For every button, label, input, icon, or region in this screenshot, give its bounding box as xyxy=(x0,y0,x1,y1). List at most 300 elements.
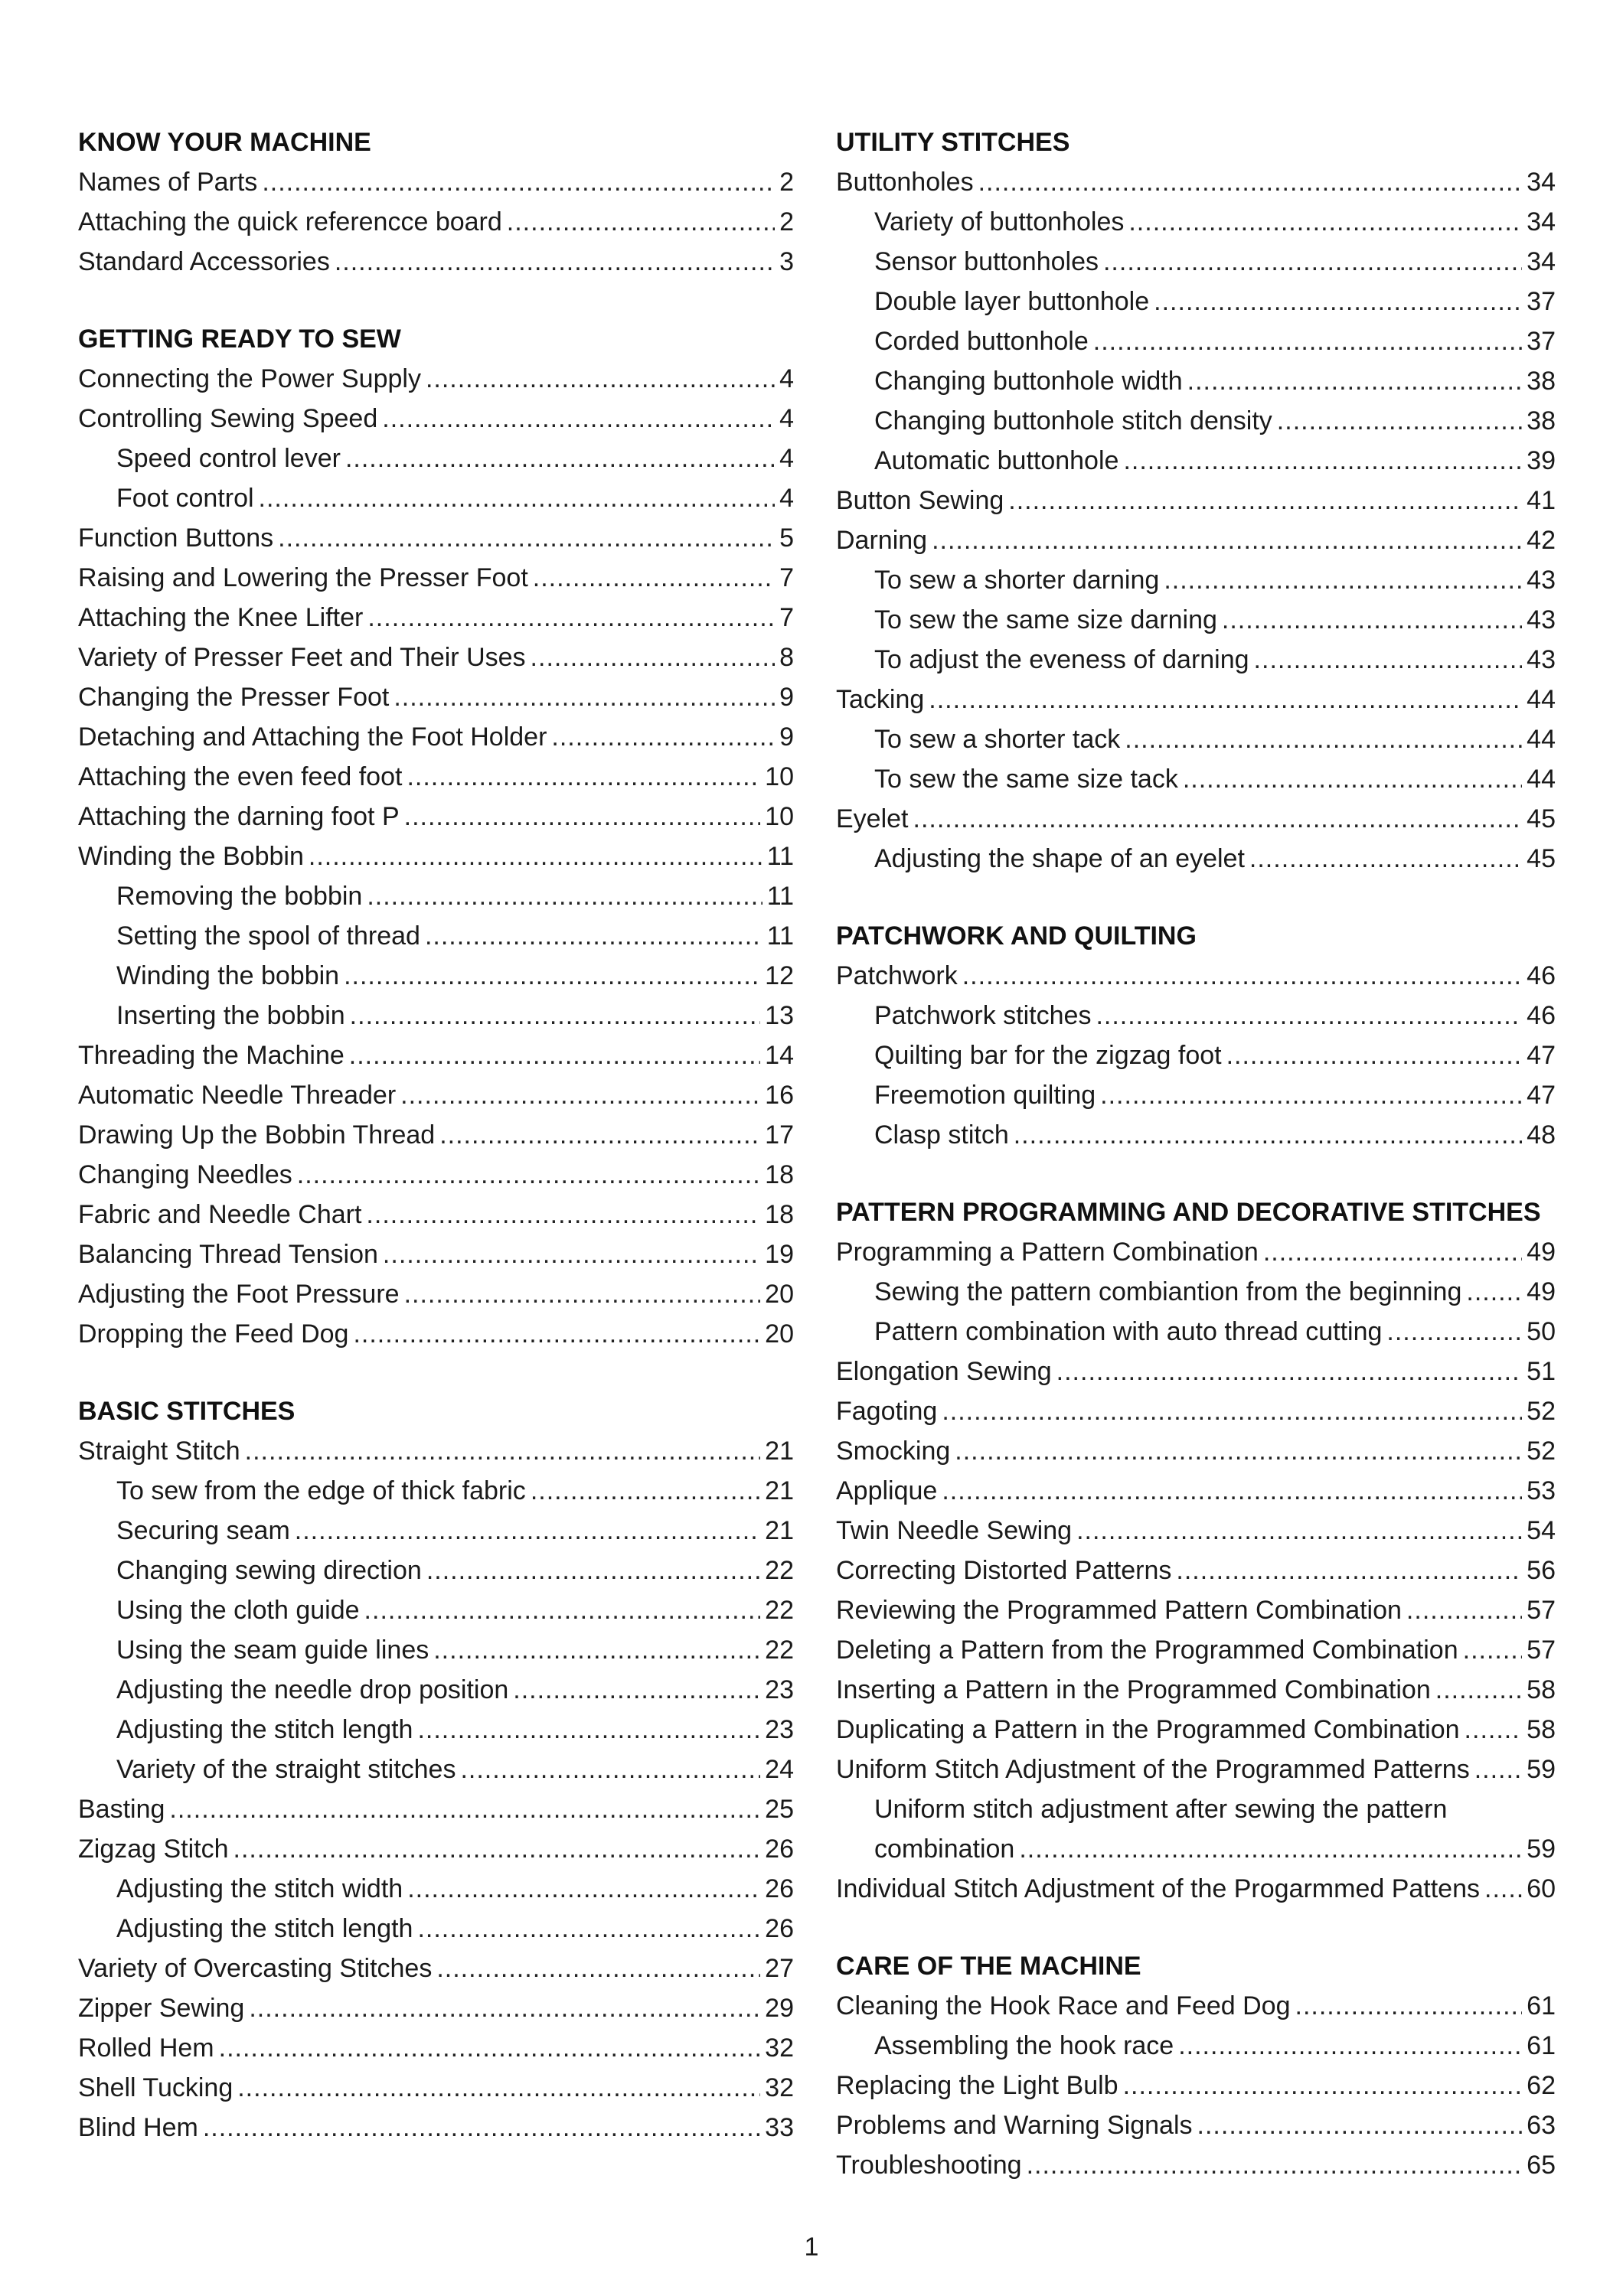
toc-subentry[interactable] xyxy=(78,439,794,478)
dot-leader xyxy=(978,162,1523,202)
dot-leader xyxy=(1277,401,1522,441)
dot-leader xyxy=(1176,1551,1522,1590)
entry-label: Smocking xyxy=(836,1437,951,1466)
toc-entry[interactable] xyxy=(836,2105,1556,2145)
entry-page-number: 58 xyxy=(1527,1715,1556,1744)
entry-page-number: 5 xyxy=(779,523,794,553)
entry-label: Reviewing the Programmed Pattern Combination xyxy=(836,1596,1402,1625)
entry-label: Using the seam guide lines xyxy=(116,1636,429,1665)
dot-leader xyxy=(407,1869,760,1909)
toc-entry[interactable] xyxy=(836,1232,1556,1272)
entry-label: Uniform stitch adjustment after sewing the pattern xyxy=(874,1795,1448,1824)
entry-label: Eyelet xyxy=(836,804,909,833)
dot-leader xyxy=(350,996,761,1035)
dot-leader xyxy=(203,2108,760,2148)
entry-label: Automatic buttonhole xyxy=(874,446,1119,475)
dot-leader xyxy=(1008,481,1522,520)
dot-leader xyxy=(1183,759,1522,799)
entry-page-number: 43 xyxy=(1527,566,1556,595)
toc-subentry[interactable] xyxy=(836,640,1556,680)
dot-leader xyxy=(1386,1312,1522,1352)
entry-page-number: 65 xyxy=(1527,2151,1556,2180)
toc-entry[interactable] xyxy=(836,1869,1556,1909)
dot-leader xyxy=(913,799,1523,839)
dot-leader xyxy=(367,876,762,916)
dot-leader xyxy=(1474,1750,1522,1789)
dot-leader xyxy=(1295,1986,1523,2026)
entry-page-number: 59 xyxy=(1527,1835,1556,1864)
entry-label: Using the cloth guide xyxy=(116,1596,360,1625)
entry-page-number: 38 xyxy=(1527,367,1556,396)
dot-leader xyxy=(1027,2145,1523,2185)
entry-page-number: 47 xyxy=(1527,1041,1556,1070)
dot-leader xyxy=(436,1949,760,1988)
entry-page-number: 10 xyxy=(765,762,794,791)
entry-page-number: 2 xyxy=(779,207,794,236)
toc-section xyxy=(836,1192,1556,1909)
toc-subentry[interactable] xyxy=(836,1272,1556,1312)
entry-label: Zigzag Stitch xyxy=(78,1835,229,1864)
toc-subentry[interactable] xyxy=(78,1710,794,1750)
entry-label: Patchwork stitches xyxy=(874,1001,1092,1030)
entry-label: Troubleshooting xyxy=(836,2151,1022,2180)
dot-leader xyxy=(1019,1829,1522,1869)
toc-subentry[interactable] xyxy=(836,441,1556,481)
entry-label: Buttonholes xyxy=(836,168,974,197)
section-heading: KNOW YOUR MACHINE xyxy=(78,128,371,157)
toc-subentry[interactable] xyxy=(78,1511,794,1551)
toc-section xyxy=(78,1391,794,2148)
toc-subentry[interactable] xyxy=(836,401,1556,441)
dot-leader xyxy=(1154,282,1522,321)
entry-page-number: 18 xyxy=(765,1160,794,1189)
toc-entry[interactable] xyxy=(78,202,794,242)
entry-page-number: 32 xyxy=(765,2073,794,2102)
entry-label: Dropping the Feed Dog xyxy=(78,1319,349,1349)
entry-label: Variety of the straight stitches xyxy=(116,1755,456,1784)
toc-entry[interactable] xyxy=(78,638,794,677)
toc-section xyxy=(836,916,1556,1155)
dot-leader xyxy=(394,677,775,717)
toc-entry[interactable] xyxy=(836,1511,1556,1551)
entry-page-number: 9 xyxy=(779,683,794,712)
entry-page-number: 25 xyxy=(765,1795,794,1824)
toc-subentry[interactable] xyxy=(836,202,1556,242)
dot-leader xyxy=(1164,560,1522,600)
entry-label: Double layer buttonhole xyxy=(874,287,1150,316)
toc-entry[interactable] xyxy=(836,2145,1556,2185)
entry-page-number: 9 xyxy=(779,722,794,752)
toc-entry[interactable] xyxy=(836,1431,1556,1471)
toc-left-column xyxy=(78,122,794,2185)
toc-entry[interactable] xyxy=(78,1155,794,1195)
dot-leader xyxy=(533,558,775,598)
section-heading: PATCHWORK AND QUILTING xyxy=(836,921,1197,951)
toc-entry[interactable] xyxy=(78,1035,794,1075)
entry-page-number: 4 xyxy=(779,364,794,393)
entry-page-number: 8 xyxy=(779,643,794,672)
dot-leader xyxy=(407,757,760,797)
toc-entry[interactable] xyxy=(78,359,794,399)
entry-label: Shell Tucking xyxy=(78,2073,233,2102)
toc-subentry[interactable] xyxy=(836,719,1556,759)
entry-page-number: 42 xyxy=(1527,526,1556,555)
dot-leader xyxy=(460,1750,760,1789)
toc-subentry[interactable] xyxy=(78,916,794,956)
entry-page-number: 44 xyxy=(1527,685,1556,714)
entry-page-number: 60 xyxy=(1527,1874,1556,1903)
entry-label: Variety of buttonholes xyxy=(874,207,1125,236)
entry-label: To sew the same size darning xyxy=(874,605,1217,634)
entry-label: Assembling the hook race xyxy=(874,2031,1174,2060)
dot-leader xyxy=(955,1431,1522,1471)
dot-leader xyxy=(1076,1511,1522,1551)
toc-entry[interactable] xyxy=(836,1391,1556,1431)
toc-subentry[interactable] xyxy=(78,1750,794,1789)
toc-entry[interactable] xyxy=(836,1352,1556,1391)
dot-leader xyxy=(929,680,1522,719)
entry-page-number: 21 xyxy=(765,1476,794,1505)
dot-leader xyxy=(1100,1075,1522,1115)
dot-leader xyxy=(382,399,775,439)
dot-leader xyxy=(417,1710,760,1750)
toc-subentry[interactable] xyxy=(78,1471,794,1511)
dot-leader xyxy=(513,1670,760,1710)
dot-leader xyxy=(1466,1272,1522,1312)
toc-entry[interactable] xyxy=(836,2066,1556,2105)
entry-label: Sensor buttonholes xyxy=(874,247,1099,276)
toc-entry[interactable] xyxy=(836,1590,1556,1630)
toc-entry[interactable] xyxy=(78,162,794,202)
entry-page-number: 13 xyxy=(765,1001,794,1030)
toc-entry[interactable] xyxy=(836,1551,1556,1590)
toc-entry[interactable] xyxy=(836,1630,1556,1670)
dot-leader xyxy=(404,1274,761,1314)
toc-subentry[interactable] xyxy=(78,876,794,916)
entry-label: Variety of Overcasting Stitches xyxy=(78,1954,433,1983)
dot-leader xyxy=(1249,839,1522,879)
entry-page-number: 19 xyxy=(765,1240,794,1269)
entry-label: Blind Hem xyxy=(78,2113,198,2142)
toc-entry[interactable] xyxy=(78,1234,794,1274)
toc-subentry[interactable] xyxy=(78,1670,794,1710)
toc-entry[interactable] xyxy=(78,2028,794,2068)
toc-subentry[interactable] xyxy=(78,478,794,518)
entry-label: Changing buttonhole width xyxy=(874,367,1183,396)
entry-page-number: 63 xyxy=(1527,2111,1556,2140)
dot-leader xyxy=(1226,1035,1523,1075)
entry-label: Adjusting the Foot Pressure xyxy=(78,1280,400,1309)
entry-page-number: 59 xyxy=(1527,1755,1556,1784)
dot-leader xyxy=(426,1551,760,1590)
toc-subentry[interactable] xyxy=(78,1869,794,1909)
dot-leader xyxy=(932,520,1522,560)
toc-right-column xyxy=(836,122,1556,2223)
toc-subentry[interactable] xyxy=(836,361,1556,401)
entry-label: Deleting a Pattern from the Programmed Combination xyxy=(836,1636,1458,1665)
entry-label: Sewing the pattern combiantion from the beginning xyxy=(874,1277,1462,1306)
dot-leader xyxy=(942,1391,1522,1431)
toc-entry[interactable] xyxy=(836,162,1556,202)
dot-leader xyxy=(942,1471,1522,1511)
toc-subentry[interactable] xyxy=(836,996,1556,1035)
section-heading: BASIC STITCHES xyxy=(78,1397,296,1426)
entry-label: Programming a Pattern Combination xyxy=(836,1238,1259,1267)
toc-entry[interactable] xyxy=(78,757,794,797)
toc-entry[interactable] xyxy=(78,677,794,717)
toc-entry[interactable] xyxy=(78,1988,794,2028)
toc-subentry[interactable] xyxy=(836,600,1556,640)
entry-label: Fabric and Needle Chart xyxy=(78,1200,362,1229)
toc-entry[interactable] xyxy=(78,399,794,439)
entry-page-number: 11 xyxy=(766,921,794,951)
toc-entry[interactable] xyxy=(78,598,794,638)
entry-page-number: 43 xyxy=(1527,645,1556,674)
entry-page-number: 7 xyxy=(779,563,794,592)
toc-subentry[interactable] xyxy=(836,282,1556,321)
dot-leader xyxy=(439,1115,760,1155)
toc-entry[interactable] xyxy=(78,837,794,876)
toc-subentry[interactable] xyxy=(836,560,1556,600)
dot-leader xyxy=(531,638,776,677)
section-heading: CARE OF THE MACHINE xyxy=(836,1952,1141,1981)
entry-page-number: 49 xyxy=(1527,1277,1556,1306)
toc-entry[interactable] xyxy=(836,1471,1556,1511)
toc-subentry[interactable] xyxy=(78,996,794,1035)
dot-leader xyxy=(335,242,775,282)
dot-leader xyxy=(1123,441,1522,481)
entry-label: Raising and Lowering the Presser Foot xyxy=(78,563,528,592)
entry-page-number: 46 xyxy=(1527,1001,1556,1030)
entry-label: Elongation Sewing xyxy=(836,1357,1052,1386)
dot-leader xyxy=(364,1590,761,1630)
toc-section xyxy=(836,1946,1556,2185)
dot-leader xyxy=(1484,1869,1522,1909)
toc-entry[interactable] xyxy=(78,558,794,598)
section-heading: GETTING READY TO SEW xyxy=(78,325,401,354)
toc-subentry[interactable] xyxy=(836,2026,1556,2066)
toc-entry[interactable] xyxy=(836,520,1556,560)
toc-entry[interactable] xyxy=(78,518,794,558)
entry-label: Problems and Warning Signals xyxy=(836,2111,1193,2140)
toc-entry[interactable] xyxy=(78,2108,794,2148)
entry-page-number: 16 xyxy=(765,1081,794,1110)
dot-leader xyxy=(219,2028,761,2068)
dot-leader xyxy=(1435,1670,1522,1710)
entry-label: Straight Stitch xyxy=(78,1437,240,1466)
entry-label: Pattern combination with auto thread cutting xyxy=(874,1317,1383,1346)
entry-page-number: 17 xyxy=(765,1120,794,1150)
entry-label: To sew the same size tack xyxy=(874,765,1178,794)
entry-page-number: 3 xyxy=(779,247,794,276)
toc-entry[interactable] xyxy=(78,717,794,757)
entry-label: Inserting a Pattern in the Programmed Combination xyxy=(836,1675,1431,1704)
dot-leader xyxy=(531,1471,760,1511)
entry-label: Attaching the Knee Lifter xyxy=(78,603,364,632)
entry-label: Attaching the quick referencce board xyxy=(78,207,502,236)
dot-leader xyxy=(1465,1710,1523,1750)
dot-leader xyxy=(404,797,761,837)
entry-label: Rolled Hem xyxy=(78,2033,214,2063)
toc-section xyxy=(78,122,794,282)
toc-entry[interactable] xyxy=(78,1075,794,1115)
toc-subentry[interactable] xyxy=(836,759,1556,799)
entry-label: Function Buttons xyxy=(78,523,274,553)
toc-entry[interactable] xyxy=(78,797,794,837)
entry-label: Button Sewing xyxy=(836,486,1004,515)
dot-leader xyxy=(1178,2026,1522,2066)
entry-page-number: 51 xyxy=(1527,1357,1556,1386)
entry-page-number: 37 xyxy=(1527,287,1556,316)
toc-section xyxy=(78,319,794,1354)
entry-label: To adjust the eveness of darning xyxy=(874,645,1249,674)
toc-entry[interactable] xyxy=(78,1195,794,1234)
entry-page-number: 58 xyxy=(1527,1675,1556,1704)
toc-entry[interactable] xyxy=(78,242,794,282)
entry-label: Fagoting xyxy=(836,1397,938,1426)
toc-section xyxy=(836,122,1556,879)
dot-leader xyxy=(433,1630,760,1670)
entry-page-number: 33 xyxy=(765,2113,794,2142)
dot-leader xyxy=(1254,640,1523,680)
dot-leader xyxy=(259,478,776,518)
entry-label: Automatic Needle Threader xyxy=(78,1081,397,1110)
entry-page-number: 4 xyxy=(779,484,794,513)
dot-leader xyxy=(1096,996,1522,1035)
entry-page-number: 62 xyxy=(1527,2071,1556,2100)
dot-leader xyxy=(1103,242,1522,282)
toc-subentry[interactable] xyxy=(836,1312,1556,1352)
entry-page-number: 20 xyxy=(765,1280,794,1309)
dot-leader xyxy=(367,598,775,638)
toc-entry[interactable] xyxy=(836,956,1556,996)
entry-label: Freemotion quilting xyxy=(874,1081,1096,1110)
toc-subentry[interactable] xyxy=(78,956,794,996)
entry-page-number: 34 xyxy=(1527,168,1556,197)
toc-subentry[interactable] xyxy=(78,1630,794,1670)
dot-leader xyxy=(1125,719,1522,759)
toc-subentry[interactable] xyxy=(78,1551,794,1590)
entry-label: Adjusting the needle drop position xyxy=(116,1675,509,1704)
toc-entry[interactable] xyxy=(78,1949,794,1988)
dot-leader xyxy=(551,717,775,757)
toc-entry[interactable] xyxy=(78,1789,794,1829)
entry-label: Connecting the Power Supply xyxy=(78,364,421,393)
dot-leader xyxy=(1406,1590,1522,1630)
entry-label: Uniform Stitch Adjustment of the Programmed Patterns xyxy=(836,1755,1470,1784)
toc-subentry[interactable] xyxy=(836,1829,1556,1869)
toc-subentry[interactable] xyxy=(836,242,1556,282)
entry-page-number: 37 xyxy=(1527,327,1556,356)
toc-subentry[interactable] xyxy=(836,1075,1556,1115)
toc-entry[interactable] xyxy=(78,1829,794,1869)
toc-entry[interactable] xyxy=(78,1431,794,1471)
entry-page-number: 57 xyxy=(1527,1636,1556,1665)
toc-subentry[interactable] xyxy=(836,1035,1556,1075)
entry-label: Attaching the even feed foot xyxy=(78,762,403,791)
toc-subentry[interactable] xyxy=(78,1590,794,1630)
toc-entry[interactable] xyxy=(78,1314,794,1354)
entry-page-number: 23 xyxy=(765,1675,794,1704)
entry-page-number: 41 xyxy=(1527,486,1556,515)
entry-label: Changing Needles xyxy=(78,1160,292,1189)
entry-page-number: 14 xyxy=(765,1041,794,1070)
entry-page-number: 50 xyxy=(1527,1317,1556,1346)
entry-page-number: 46 xyxy=(1527,961,1556,990)
dot-leader xyxy=(233,1829,761,1869)
toc-entry[interactable] xyxy=(78,1115,794,1155)
toc-entry[interactable] xyxy=(836,1710,1556,1750)
toc-entry[interactable] xyxy=(836,680,1556,719)
toc-subentry[interactable] xyxy=(836,839,1556,879)
entry-label: Winding the Bobbin xyxy=(78,842,304,871)
toc-entry[interactable] xyxy=(836,1986,1556,2026)
entry-page-number: 10 xyxy=(765,802,794,831)
entry-page-number: 22 xyxy=(765,1636,794,1665)
toc-subentry[interactable] xyxy=(836,1789,1556,1829)
dot-leader xyxy=(349,1035,760,1075)
dot-leader xyxy=(1197,2105,1523,2145)
entry-label: Variety of Presser Feet and Their Uses xyxy=(78,643,526,672)
dot-leader xyxy=(169,1789,760,1829)
entry-page-number: 44 xyxy=(1527,725,1556,754)
toc-entry[interactable] xyxy=(836,1670,1556,1710)
entry-label: Duplicating a Pattern in the Programmed Combination xyxy=(836,1715,1460,1744)
dot-leader xyxy=(383,1234,760,1274)
entry-label: Securing seam xyxy=(116,1516,290,1545)
entry-label: Setting the spool of thread xyxy=(116,921,420,951)
entry-page-number: 56 xyxy=(1527,1556,1556,1585)
entry-page-number: 53 xyxy=(1527,1476,1556,1505)
dot-leader xyxy=(962,956,1522,996)
entry-page-number: 27 xyxy=(765,1954,794,1983)
entry-label: Applique xyxy=(836,1476,938,1505)
dot-leader xyxy=(297,1155,760,1195)
entry-page-number: 54 xyxy=(1527,1516,1556,1545)
dot-leader xyxy=(1056,1352,1523,1391)
entry-page-number: 11 xyxy=(766,882,794,911)
toc-entry[interactable] xyxy=(836,799,1556,839)
entry-label: Basting xyxy=(78,1795,165,1824)
dot-leader xyxy=(1093,321,1522,361)
toc-entry[interactable] xyxy=(78,2068,794,2108)
entry-page-number: 45 xyxy=(1527,804,1556,833)
entry-label: Cleaning the Hook Race and Feed Dog xyxy=(836,1991,1291,2020)
entry-label: To sew from the edge of thick fabric xyxy=(116,1476,526,1505)
toc-subentry[interactable] xyxy=(836,321,1556,361)
dot-leader xyxy=(278,518,775,558)
dot-leader xyxy=(309,837,763,876)
entry-page-number: 43 xyxy=(1527,605,1556,634)
entry-page-number: 21 xyxy=(765,1516,794,1545)
entry-page-number: 7 xyxy=(779,603,794,632)
entry-label: Names of Parts xyxy=(78,168,258,197)
toc-entry[interactable] xyxy=(78,1274,794,1314)
entry-label: To sew a shorter tack xyxy=(874,725,1121,754)
entry-label: Inserting the bobbin xyxy=(116,1001,345,1030)
entry-label: Threading the Machine xyxy=(78,1041,345,1070)
dot-leader xyxy=(237,2068,760,2108)
toc-subentry[interactable] xyxy=(836,1115,1556,1155)
toc-entry[interactable] xyxy=(836,1750,1556,1789)
toc-subentry[interactable] xyxy=(78,1909,794,1949)
entry-page-number: 4 xyxy=(779,444,794,473)
entry-label: Adjusting the stitch length xyxy=(116,1715,413,1744)
toc-entry[interactable] xyxy=(836,481,1556,520)
section-heading: PATTERN PROGRAMMING AND DECORATIVE STITCHES xyxy=(836,1198,1541,1227)
entry-page-number: 47 xyxy=(1527,1081,1556,1110)
entry-label: Clasp stitch xyxy=(874,1120,1009,1150)
